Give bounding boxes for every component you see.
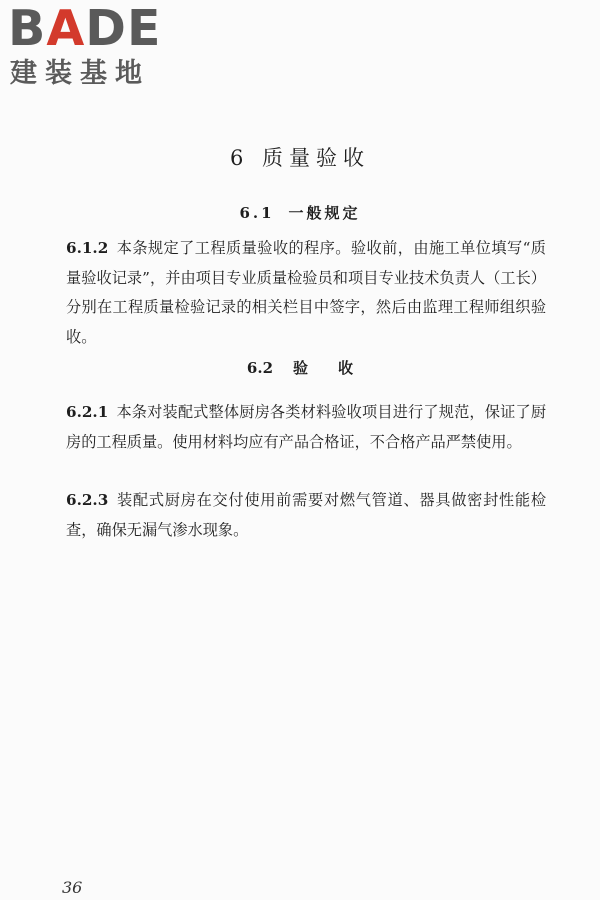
page-number: 36 (62, 878, 83, 897)
clause-number: 6.2.1 (66, 403, 109, 421)
section-heading-6-2 (0, 361, 600, 376)
bade-logo (8, 0, 178, 92)
clause-text: 本条对装配式整体厨房各类材料验收项目进行了规范，保证了厨房的工程质量。使用材料均应有产品合格证，不合格产品严禁使用。 (66, 403, 546, 451)
logo-wordmark: BADE (8, 0, 162, 57)
clause-6-2-3 (66, 486, 546, 545)
clause-6-2-1 (66, 398, 546, 457)
chapter-title: 6 质量验收 (229, 146, 371, 170)
section-number: 6.2 (246, 359, 274, 377)
section-heading-6-1 (0, 206, 600, 221)
logo-subtitle: 建装基地 (10, 58, 150, 89)
section-title-part-b: 收 (338, 359, 354, 377)
section-title: 一般规定 (288, 204, 361, 222)
clause-text: 本条规定了工程质量验收的程序。验收前，由施工单位填写“质量验收记录”，并由项目专业质量检验员和项目专业技术负责人（工长）分别在工程质量检验记录的相关栏目中签字，然后由监理工程师组织验收。 (66, 239, 546, 346)
clause-text: 装配式厨房在交付使用前需要对燃气管道、器具做密封性能检查，确保无漏气渗水现象。 (66, 491, 546, 539)
clause-number: 6.2.3 (66, 491, 109, 509)
clause-6-1-2 (66, 234, 546, 352)
section-number: 6.1 (239, 204, 275, 222)
clause-number: 6.1.2 (66, 239, 109, 257)
section-title-part-a: 验 (293, 359, 309, 377)
